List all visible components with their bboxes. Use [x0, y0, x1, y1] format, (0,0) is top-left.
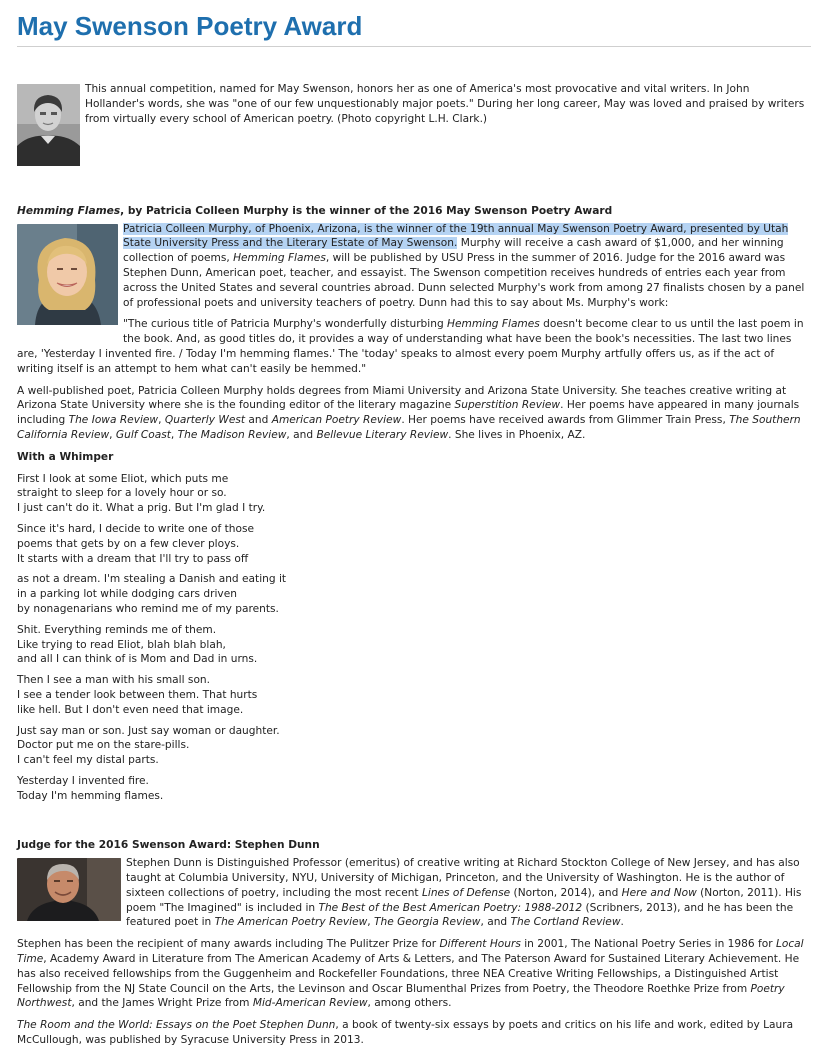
judge-awards-d: , and the James Wright Prize from — [71, 997, 253, 1010]
highlighted-text: Patricia Colleen Murphy, of Phoenix, Arizona, is the winner of the 19th annual May Swenson Poetry Award, presented by Utah State University Press and the Literary Estate of May Swenson. — [123, 222, 789, 250]
bio-journal: Quarterly West — [164, 414, 246, 427]
poem-stanza — [17, 724, 811, 768]
judge-book: The Best of the Best American Poetry: 1988-2012 — [318, 901, 583, 914]
poem-stanza — [17, 774, 811, 804]
winner-book-title: Hemming Flames — [233, 252, 326, 265]
quote-book-title: Hemming Flames — [447, 318, 540, 331]
poem-stanza — [17, 472, 811, 516]
award-heading-text: , by Patricia Colleen Murphy is the winner of the 2016 May Swenson Poetry Award — [120, 204, 613, 217]
bio-journal: American Poetry Review — [271, 414, 402, 427]
judge-awards-e: , among others. — [367, 997, 452, 1010]
judge-text-b: (Norton, 2014), and — [510, 886, 622, 899]
judge-book: Here and Now — [621, 886, 697, 899]
poem-line: Like trying to read Eliot, blah blah blah, — [17, 638, 226, 651]
bio-text-b: . Her poems have appeared in many journals including — [17, 399, 800, 427]
essay-text: , a book of twenty-six essays by poets and critics on his life and work, edited by Laura McCullough, was published by Syracuse University Press in 2013. — [17, 1019, 794, 1047]
winner-text-b: , will be published by USU Press in the summer of 2016. Judge for the 2016 award was Stephen Dunn, American poet, teacher, and essayist. The Swenson competition receives hundreds of entries each year from across the United States and several countries abroad. Dunn selected Murphy's work from among 27 finalists chosen by a panel of professional poets and university teachers of poetry. Dunn had this to say about Ms. Murphy's work: — [123, 252, 805, 309]
poem-line: by nonagenarians who remind me of my parents. — [17, 602, 279, 615]
stephen-dunn-photo — [17, 858, 121, 926]
judge-journal: The Georgia Review — [374, 916, 481, 929]
judge-text-e: , — [367, 916, 375, 929]
judge-bio-3 — [17, 1018, 811, 1048]
judge-book: Local Time — [17, 938, 804, 966]
poem-line: in a parking lot while dodging cars driven — [17, 588, 237, 601]
bio-text-h: , and — [286, 428, 317, 441]
page-title: May Swenson Poetry Award — [17, 10, 811, 47]
judge-journal: The Cortland Review — [510, 916, 621, 929]
poem-title: With a Whimper — [17, 450, 114, 463]
quote-text-a: "The curious title of Patricia Murphy's wonderfully disturbing — [123, 318, 448, 331]
judge-journal: Mid-American Review — [252, 997, 368, 1010]
judge-awards-b: in 2001, The National Poetry Series in 1986 for — [520, 938, 776, 951]
poem-line: and all I can think of is Mom and Dad in urns. — [17, 653, 258, 666]
poem-line: as not a dream. I'm stealing a Danish and eating it — [17, 573, 287, 586]
judge-book: Lines of Defense — [421, 886, 511, 899]
judge-section — [17, 856, 811, 1055]
poem-line: I just can't do it. What a prig. But I'm glad I try. — [17, 502, 266, 515]
intro-text: This annual competition, named for May Swenson, honors her as one of America's most provocative and vital writers. In John Hollander's words, she was "one of our few unquestionably major poets." During her long career, May was loved and praised by writers from virtually every school of American poetry. (Photo copyright L.H. Clark.) — [85, 83, 805, 125]
bio-journal: The Madison Review — [177, 428, 287, 441]
poem-line: It starts with a dream that I'll try to pass off — [17, 552, 249, 565]
bio-text-g: , — [170, 428, 178, 441]
bio-journal: Bellevue Literary Review — [316, 428, 449, 441]
judge-journal: Poetry Northwest — [17, 982, 785, 1010]
bio-journal: The Southern California Review — [17, 414, 801, 441]
murphy-bio — [17, 384, 811, 443]
judge-awards-c: , Academy Award in Literature from The American Academy of Arts & Letters, and The Paterson Award for Sustained Literary Achievement. He has also received fellowships from the Guggenheim and Rockefeller Foundations, three NEA Creative Writing Fellowships, a Distinguished Artist Fellowship from the NJ State Council on the Arts, the Levinson and Oscar Blumenthal Prizes from Poetry, the Theodore Roethke Prize from — [17, 953, 800, 995]
poem-line: I can't feel my distal parts. — [17, 754, 159, 767]
judge-journal: The American Poetry Review — [214, 916, 368, 929]
judge-awards-a: Stephen has been the recipient of many awards including The Pulitzer Prize for — [17, 938, 440, 951]
bio-magazine: Superstition Review — [454, 399, 561, 412]
poem-line: Today I'm hemming flames. — [17, 789, 164, 802]
poem-line: Since it's hard, I decide to write one of those — [17, 522, 254, 535]
poem-line: Just say man or son. Just say woman or daughter. — [17, 724, 280, 737]
poem-line: I see a tender look between them. That hurts — [17, 688, 258, 701]
winner-section — [17, 222, 811, 384]
judge-text-f: , and — [480, 916, 511, 929]
essay-book-title: The Room and the World: Essays on the Poet Stephen Dunn — [17, 1019, 336, 1032]
bio-text-i: . She lives in Phoenix, AZ. — [448, 428, 586, 441]
patricia-murphy-photo — [17, 224, 118, 330]
poem-body — [17, 472, 811, 804]
poem-line: poems that gets by on a few clever ploys. — [17, 537, 240, 550]
may-swenson-photo — [17, 84, 80, 171]
bio-text-f: , — [109, 428, 116, 441]
quote-text-b: doesn't become clear to us until the last poem in the book. And, as good titles do, it provides a way of understanding what have been the book's necessities. The last two lines are, 'Yesterday I invented fire. / Today I'm hemming flames.' The 'today' speaks to almost every poem Murphy artfully offers us, as if the act of writing itself is an attempt to hem what can't easily be hemmed." — [17, 318, 804, 375]
bio-text-c: , — [158, 414, 165, 427]
poem-stanza — [17, 623, 811, 667]
poem-stanza — [17, 673, 811, 717]
poem-line: First I look at some Eliot, which puts me — [17, 472, 229, 485]
judge-text-g: . — [620, 916, 624, 929]
intro-section — [17, 82, 811, 175]
award-heading-title: Hemming Flames — [17, 204, 121, 217]
bio-journal: The Iowa Review — [68, 414, 159, 427]
judge-bio-2 — [17, 937, 811, 1011]
bio-text-e: . Her poems have received awards from Glimmer Train Press, — [401, 414, 730, 427]
judge-text-c: (Norton, 2011). His poem "The Imagined" is included in — [126, 886, 802, 914]
poem-line: straight to sleep for a lovely hour or so. — [17, 487, 227, 500]
poem-stanza — [17, 522, 811, 566]
judge-bio-1 — [17, 856, 811, 930]
award-heading — [17, 204, 811, 219]
judge-text-a: Stephen Dunn is Distinguished Professor (emeritus) of creative writing at Richard Stockton College of New Jersey, and has also taught at Columbia University, NYU, University of Michigan, Princeton, and the University of Washington. He is the author of sixteen collections of poetry, including the most recent — [126, 857, 800, 899]
bio-text-a: A well-published poet, Patricia Colleen Murphy holds degrees from Miami University and Arizona State University. She teaches creative writing at Arizona State University where she is the founding editor of the literary magazine — [17, 384, 787, 412]
winner-text-a: Murphy will receive a cash award of $1,000, and her winning collection of poems, — [123, 237, 784, 265]
poem-line: like hell. But I don't even need that image. — [17, 703, 244, 716]
poem-line: Yesterday I invented fire. — [17, 774, 149, 787]
winner-paragraph — [17, 222, 811, 311]
judge-book: Different Hours — [439, 938, 521, 951]
bio-journal: Gulf Coast — [115, 428, 171, 441]
poem-line: Shit. Everything reminds me of them. — [17, 623, 217, 636]
poem-line: Then I see a man with his small son. — [17, 674, 211, 687]
judge-text-d: (Scribners, 2013), and he has been the featured poet in — [126, 901, 794, 929]
judge-quote — [17, 317, 811, 376]
poem-line: Doctor put me on the stare-pills. — [17, 739, 190, 752]
bio-text-d: and — [245, 414, 272, 427]
judge-heading: Judge for the 2016 Swenson Award: Stephen Dunn — [17, 839, 320, 852]
poem-stanza — [17, 572, 811, 616]
